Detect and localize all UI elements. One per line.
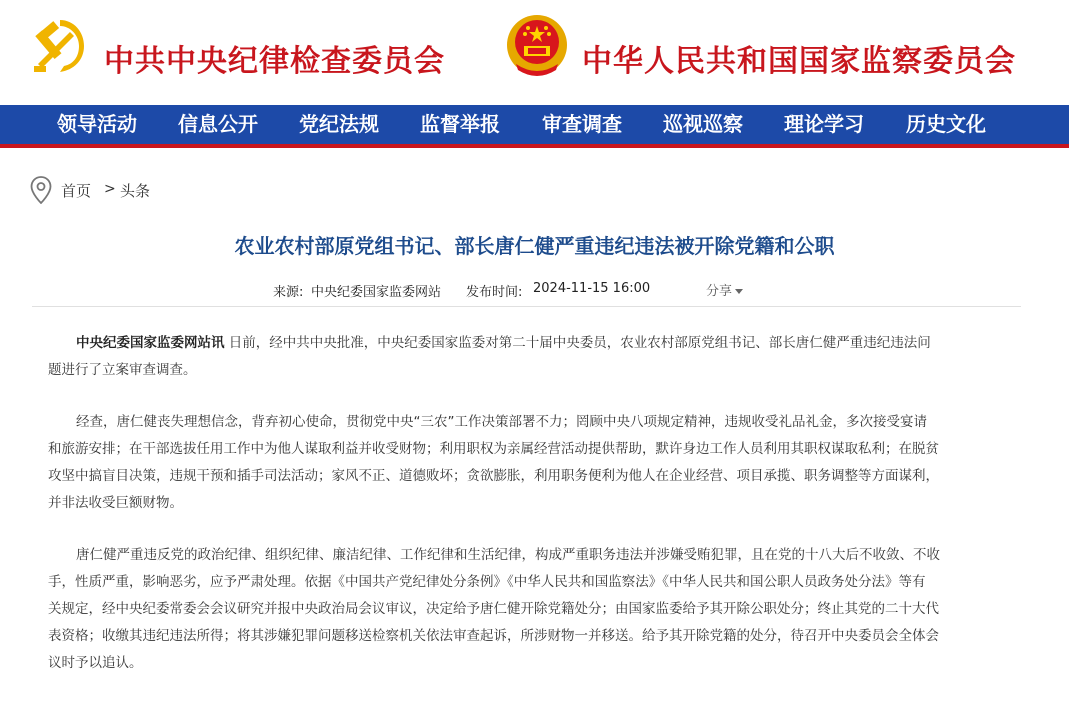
cpc-commission-title: 中共中央纪律检查委员会 [104, 44, 445, 79]
source-label: 来源: [273, 285, 304, 300]
breadcrumb-home-link[interactable]: 首页 [61, 182, 92, 200]
paragraph-line: 和旅游安排；在干部选拔任用工作中为他人谋取利益并收受财物；利用职权为亲属经营活动提供帮助，默许身边工作人员利用其职权谋取私利；在脱贫 [48, 441, 939, 457]
paragraph-1 [48, 330, 1006, 384]
publish-time-label: 发布时间: [466, 285, 523, 300]
nav-item-theory[interactable]: 理论学习 [784, 112, 864, 136]
publish-time-value: 2024-11-15 16:00 [533, 281, 651, 296]
article-title: 农业农村部原党组书记、部长唐仁健严重违纪违法被开除党籍和公职 [234, 234, 835, 258]
nav-item-regulations[interactable]: 党纪法规 [299, 112, 379, 136]
source-value: 中央纪委国家监委网站 [311, 285, 442, 300]
nav-item-investigation[interactable]: 审查调查 [542, 112, 622, 136]
article-body [48, 330, 1006, 702]
location-pin-icon [30, 176, 52, 204]
nav-item-leadership[interactable]: 领导活动 [57, 112, 137, 136]
party-emblem-icon[interactable] [30, 14, 92, 78]
state-supervision-title: 中华人民共和国国家监察委员会 [582, 44, 1016, 79]
paragraph-3 [48, 542, 1006, 677]
paragraph-line: 并非法收受巨额财物。 [48, 495, 183, 511]
breadcrumb-current[interactable]: 头条 [120, 182, 151, 200]
site-header [0, 0, 1069, 105]
breadcrumb-separator: > [104, 181, 116, 197]
main-nav [0, 105, 1069, 148]
share-button[interactable] [706, 280, 743, 299]
paragraph-line: 表资格；收缴其违纪违法所得；将其涉嫌犯罪问题移送检察机关依法审查起诉，所涉财物一并移送。给予其开除党籍的处分，待召开中央委员会全体会 [48, 628, 939, 644]
paragraph-line: 经查，唐仁健丧失理想信念，背弃初心使命，贯彻党中央“三农”工作决策部署不力；罔顾中央八项规定精神，违规收受礼品礼金，多次接受宴请 [76, 414, 927, 430]
paragraph-2 [48, 409, 1006, 517]
paragraph-line: 关规定，经中央纪委常委会会议研究并报中央政治局会议审议，决定给予唐仁健开除党籍处分；由国家监委给予其开除公职处分；终止其党的二十大代 [48, 601, 939, 617]
paragraph-text: 日前，经中共中央批准，中央纪委国家监委对第二十届中央委员，农业农村部原党组书记、部长唐仁健严重违纪违法问 [224, 335, 931, 351]
nav-item-history[interactable]: 历史文化 [906, 112, 986, 136]
paragraph-line: 题进行了立案审查调查。 [48, 362, 197, 378]
paragraph-lead: 中央纪委国家监委网站讯 [76, 335, 225, 351]
national-emblem-icon[interactable] [502, 12, 572, 82]
chevron-down-icon [735, 289, 743, 294]
nav-item-report[interactable]: 监督举报 [420, 112, 500, 136]
nav-item-info-disclosure[interactable]: 信息公开 [178, 112, 258, 136]
paragraph-line [76, 330, 1006, 357]
nav-item-inspection[interactable]: 巡视巡察 [663, 112, 743, 136]
paragraph-line: 手，性质严重，影响恶劣，应予严肃处理。依据《中国共产党纪律处分条例》《中华人民共和国监察法》《中华人民共和国公职人员政务处分法》等有 [48, 574, 926, 590]
paragraph-line: 议时予以追认。 [48, 655, 143, 671]
paragraph-line: 唐仁健严重违反党的政治纪律、组织纪律、廉洁纪律、工作纪律和生活纪律，构成严重职务违法并涉嫌受贿犯罪，且在党的十八大后不收敛、不收 [76, 547, 940, 563]
paragraph-line: 攻坚中搞盲目决策，违规干预和插手司法活动；家风不正、道德败坏；贪欲膨胀，利用职务便利为他人在企业经营、项目承揽、职务调整等方面谋利， [48, 468, 939, 484]
share-label: 分享 [706, 284, 733, 299]
divider [32, 306, 1021, 307]
